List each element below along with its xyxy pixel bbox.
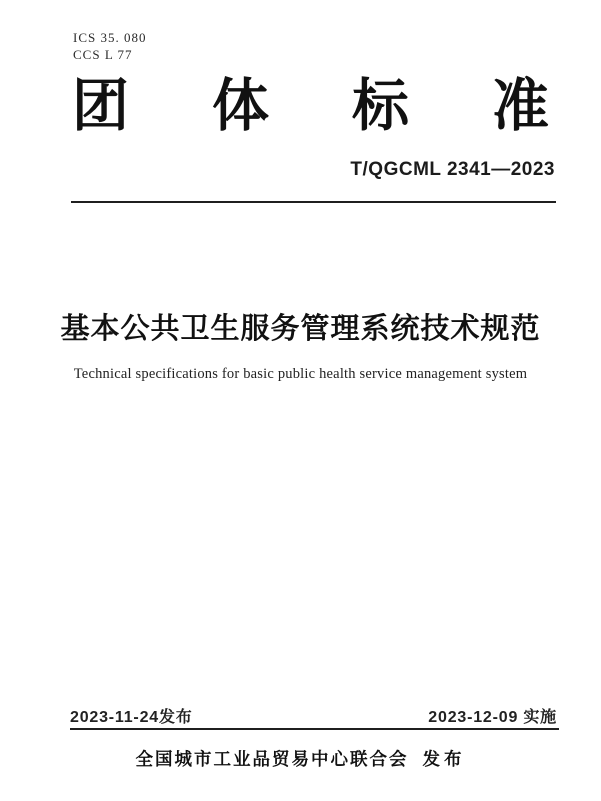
standard-number: T/QGCML 2341—2023 [350, 159, 555, 180]
publisher-name: 全国城市工业品贸易中心联合会 [135, 749, 409, 769]
publisher-row [0, 746, 601, 771]
ccs-code: CCS L 77 [73, 47, 133, 62]
standard-type-char: 体 [212, 74, 269, 138]
document-title-en: Technical specifications for basic public health service management system [73, 366, 528, 382]
header-divider [71, 201, 556, 203]
standard-type-char: 标 [352, 74, 409, 138]
standard-type-char: 团 [72, 74, 129, 138]
dates-row [70, 704, 557, 727]
ics-code: ICS 35. 080 [73, 30, 147, 45]
standard-type-char: 准 [492, 74, 549, 138]
footer-divider [70, 728, 559, 730]
publisher-action-label: 发布 [422, 749, 466, 769]
classification-codes [73, 29, 146, 63]
issue-date: 2023-11-24发布 [70, 709, 193, 726]
standard-type-heading [72, 74, 549, 140]
document-title-zh: 基本公共卫生服务管理系统技术规范 [60, 313, 541, 345]
implementation-date: 2023-12-09 实施 [428, 709, 557, 726]
